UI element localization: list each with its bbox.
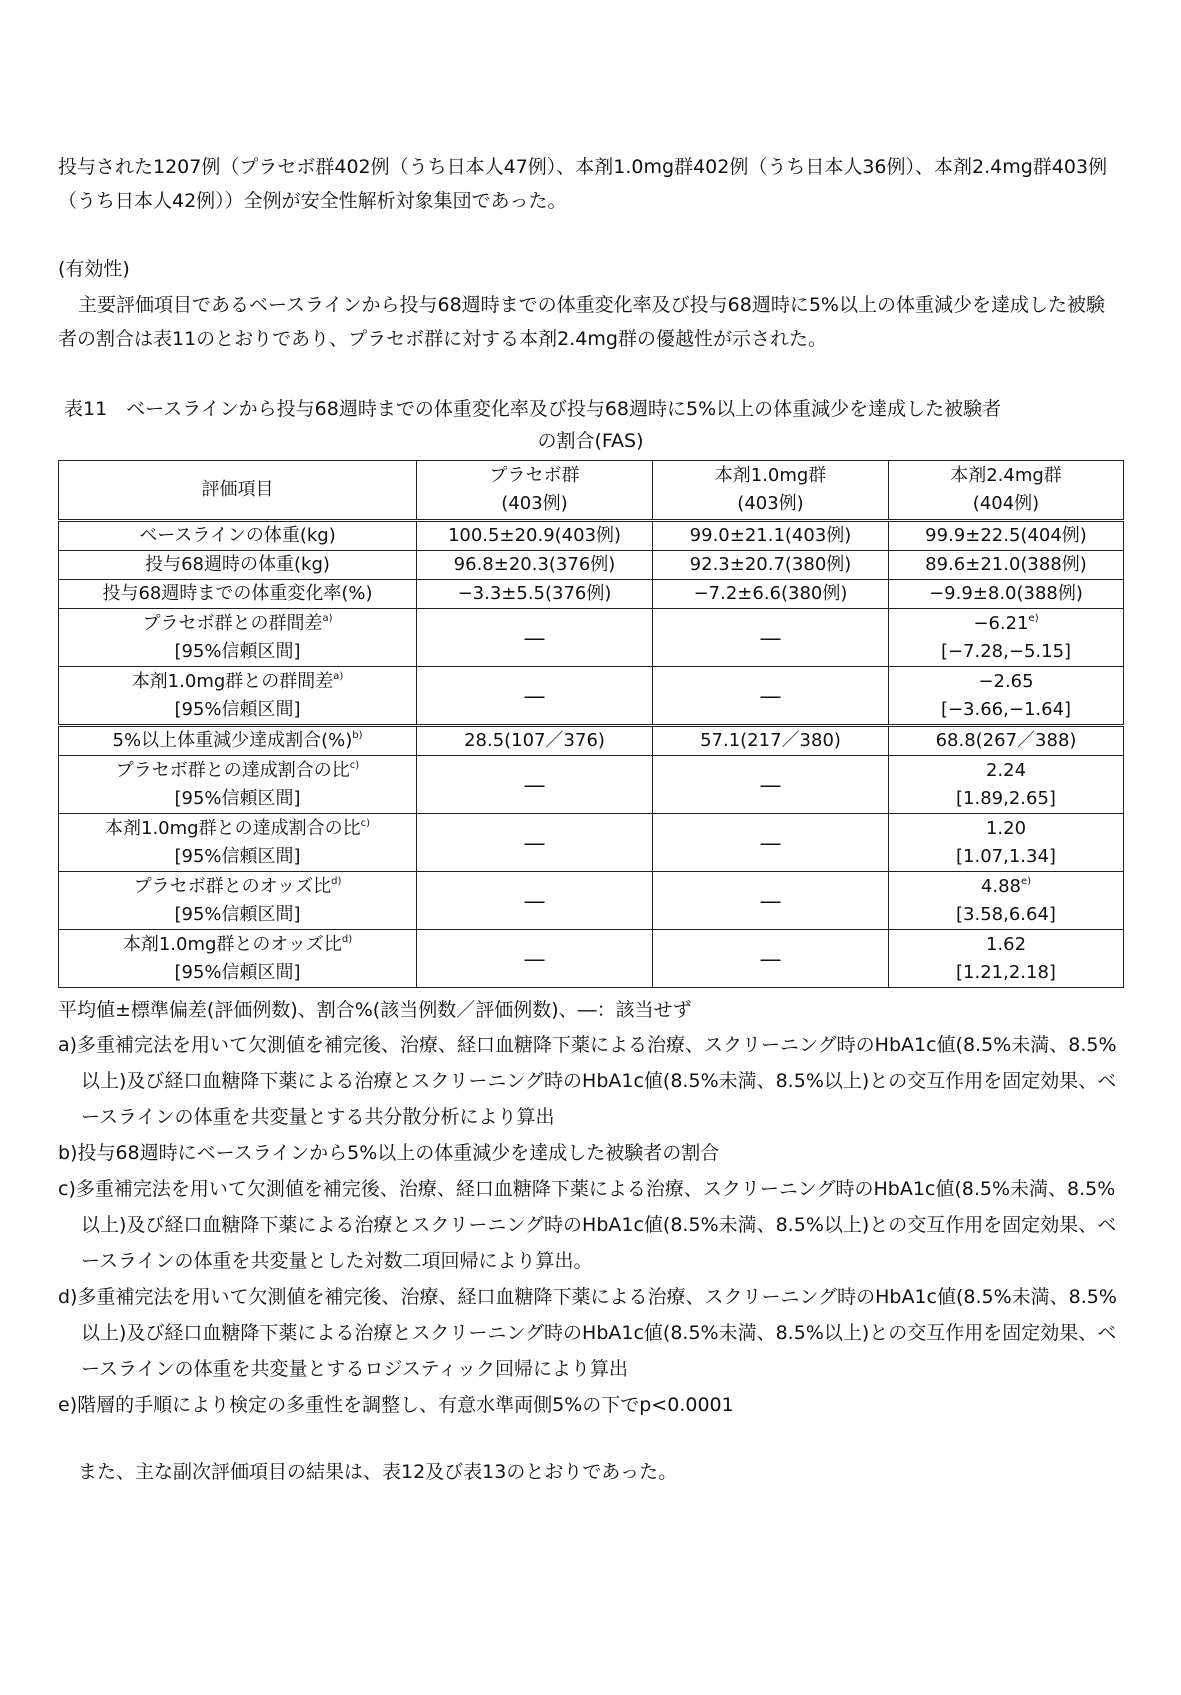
cell-placebo-na: ― xyxy=(417,756,653,814)
cell-24mg-value: 2.24 xyxy=(985,759,1027,781)
header-1mg-n: (403例) xyxy=(737,493,804,514)
cell-placebo: 100.5±20.9(403例) xyxy=(417,521,653,551)
row-label xyxy=(59,726,417,756)
footnote-ref: a) xyxy=(322,612,333,624)
cell-24mg-value: 1.62 xyxy=(985,933,1027,955)
row-label-line1: プラセボ群との群間差 xyxy=(142,612,323,634)
cell-24mg xyxy=(889,872,1124,930)
row-label xyxy=(59,814,417,872)
table-header-row xyxy=(59,461,1124,521)
cell-24mg-value: 1.20 xyxy=(985,817,1027,839)
cell-24mg: 89.6±21.0(388例) xyxy=(889,551,1124,580)
cell-1mg: 92.3±20.7(380例) xyxy=(653,551,889,580)
table-notes xyxy=(58,993,1128,1423)
row-label-line1: 本剤1.0mg群との達成割合の比 xyxy=(105,817,361,839)
cell-placebo-na: ― xyxy=(417,814,653,872)
table-row xyxy=(59,814,1124,872)
cell-24mg: 68.8(267／388) xyxy=(889,726,1124,756)
footnote-ref: e) xyxy=(1028,612,1039,624)
cell-1mg: −7.2±6.6(380例) xyxy=(653,580,889,609)
cell-1mg-na: ― xyxy=(653,609,889,667)
row-label-line2: [95%信頼区間] xyxy=(174,845,301,867)
cell-24mg xyxy=(889,609,1124,667)
cell-24mg-ci: [−7.28,−5.15] xyxy=(940,640,1072,662)
cell-24mg: 99.9±22.5(404例) xyxy=(889,521,1124,551)
cell-1mg: 99.0±21.1(403例) xyxy=(653,521,889,551)
footnote-ref: b) xyxy=(352,730,363,741)
header-placebo xyxy=(417,461,653,521)
footnote-ref: c) xyxy=(360,817,370,829)
footnote-ref: e) xyxy=(1021,875,1032,887)
cell-placebo: −3.3±5.5(376例) xyxy=(417,580,653,609)
header-24mg xyxy=(889,461,1124,521)
cell-1mg-na: ― xyxy=(653,756,889,814)
header-endpoint: 評価項目 xyxy=(59,461,417,521)
cell-1mg: 57.1(217／380) xyxy=(653,726,889,756)
header-placebo-name: プラセボ群 xyxy=(489,465,580,486)
footnote-ref: c) xyxy=(349,759,360,771)
row-label xyxy=(59,872,417,930)
cell-placebo-na: ― xyxy=(417,930,653,988)
header-1mg-name: 本剤1.0mg群 xyxy=(714,465,827,486)
cell-placebo-na: ― xyxy=(417,872,653,930)
table-row xyxy=(59,756,1124,814)
intro-paragraph: 投与された1207例（プラセボ群402例（うち日本人47例）、本剤1.0mg群402例（うち日本人36例）、本剤2.4mg群403例（うち日本人42例））全例が安全性解析対象集団であった。 xyxy=(58,156,1108,212)
row-label-line1: プラセボ群とのオッズ比 xyxy=(133,875,332,897)
table-row xyxy=(59,551,1124,580)
cell-1mg-na: ― xyxy=(653,667,889,726)
cell-24mg-ci: [1.07,1.34] xyxy=(956,845,1056,867)
table-caption-line2: の割合(FAS) xyxy=(537,430,644,452)
cell-24mg-ci: [−3.66,−1.64] xyxy=(940,698,1072,720)
cell-24mg-value: −2.65 xyxy=(978,670,1034,692)
footnote-ref: a) xyxy=(333,670,344,682)
efficacy-paragraph: 主要評価項目であるベースラインから投与68週時までの体重変化率及び投与68週時に5%以上の体重減少を達成した被験者の割合は表11のとおりであり、プラセボ群に対する本剤2.4mg群の優越性が示された。 xyxy=(58,294,1105,350)
cell-24mg-value: 4.88 xyxy=(980,875,1021,897)
results-table xyxy=(58,460,1124,988)
row-label-line2: [95%信頼区間] xyxy=(174,787,301,809)
table-row xyxy=(59,872,1124,930)
row-label-text: 5%以上体重減少達成割合(%) xyxy=(112,730,353,751)
footnote-ref: d) xyxy=(341,933,353,945)
cell-24mg-ci: [1.89,2.65] xyxy=(956,787,1056,809)
table-row xyxy=(59,580,1124,609)
cell-24mg-ci: [3.58,6.64] xyxy=(956,903,1056,925)
table-row xyxy=(59,609,1124,667)
table-row xyxy=(59,667,1124,726)
cell-1mg-na: ― xyxy=(653,930,889,988)
footnote-d: d)多重補完法を用いて欠測値を補完後、治療、経口血糖降下薬による治療、スクリーニング時のHbA1c値(8.5%未満、8.5%以上)及び経口血糖降下薬による治療とスクリーニング時のHbA1c値(8.5%未満、8.5%以上)との交互作用を固定効果、ベースラインの体重を共変量とするロジスティック回帰により算出 xyxy=(58,1286,1117,1380)
row-label xyxy=(59,756,417,814)
closing-paragraph: また、主な副次評価項目の結果は、表12及び表13のとおりであった。 xyxy=(78,1461,678,1483)
footnote-b: b)投与68週時にベースラインから5%以上の体重減少を達成した被験者の割合 xyxy=(58,1142,720,1164)
header-placebo-n: (403例) xyxy=(501,493,568,514)
row-label-line1: 本剤1.0mg群との群間差 xyxy=(131,670,334,692)
cell-24mg xyxy=(889,930,1124,988)
cell-1mg-na: ― xyxy=(653,872,889,930)
cell-24mg-value: −6.21 xyxy=(973,612,1029,634)
cell-24mg xyxy=(889,814,1124,872)
table-legend: 平均値±標準偏差(評価例数)、割合%(該当例数／評価例数)、―：該当せず xyxy=(58,999,692,1021)
cell-placebo-na: ― xyxy=(417,609,653,667)
row-label-line2: [95%信頼区間] xyxy=(174,640,301,662)
table-row xyxy=(59,930,1124,988)
row-label xyxy=(59,609,417,667)
footnote-a: a)多重補完法を用いて欠測値を補完後、治療、経口血糖降下薬による治療、スクリーニング時のHbA1c値(8.5%未満、8.5%以上)及び経口血糖降下薬による治療とスクリーニング時のHbA1c値(8.5%未満、8.5%以上)との交互作用を固定効果、ベースラインの体重を共変量とする共分散分析により算出 xyxy=(58,1034,1117,1128)
cell-1mg-na: ― xyxy=(653,814,889,872)
footnote-ref: d) xyxy=(331,875,342,887)
table-row xyxy=(59,521,1124,551)
cell-24mg xyxy=(889,667,1124,726)
cell-placebo: 28.5(107／376) xyxy=(417,726,653,756)
row-label-line2: [95%信頼区間] xyxy=(174,961,301,983)
footnote-c: c)多重補完法を用いて欠測値を補完後、治療、経口血糖降下薬による治療、スクリーニング時のHbA1c値(8.5%未満、8.5%以上)及び経口血糖降下薬による治療とスクリーニング時のHbA1c値(8.5%未満、8.5%以上)との交互作用を固定効果、ベースラインの体重を共変量とした対数二項回帰により算出。 xyxy=(58,1178,1117,1272)
footnote-e: e)階層的手順により検定の多重性を調整し、有意水準両側5%の下でp<0.0001 xyxy=(58,1394,734,1416)
row-label-line2: [95%信頼区間] xyxy=(174,698,301,720)
row-label-line1: プラセボ群との達成割合の比 xyxy=(115,759,350,781)
cell-24mg: −9.9±8.0(388例) xyxy=(889,580,1124,609)
cell-placebo-na: ― xyxy=(417,667,653,726)
header-1mg xyxy=(653,461,889,521)
header-24mg-n: (404例) xyxy=(972,493,1040,514)
row-label: 投与68週時の体重(kg) xyxy=(59,551,417,580)
row-label-line2: [95%信頼区間] xyxy=(174,903,301,925)
row-label xyxy=(59,930,417,988)
cell-placebo: 96.8±20.3(376例) xyxy=(417,551,653,580)
row-label xyxy=(59,667,417,726)
table-row xyxy=(59,726,1124,756)
row-label-line1: 本剤1.0mg群とのオッズ比 xyxy=(122,933,342,955)
header-24mg-name: 本剤2.4mg群 xyxy=(950,465,1062,486)
cell-24mg xyxy=(889,756,1124,814)
row-label: 投与68週時までの体重変化率(%) xyxy=(59,580,417,609)
table-caption-line1: 表11 ベースラインから投与68週時までの体重変化率及び投与68週時に5%以上の体重減少を達成した被験者 xyxy=(64,398,1002,420)
cell-24mg-ci: [1.21,2.18] xyxy=(956,961,1056,983)
row-label: ベースラインの体重(kg) xyxy=(59,521,417,551)
efficacy-heading: (有効性) xyxy=(58,258,130,280)
